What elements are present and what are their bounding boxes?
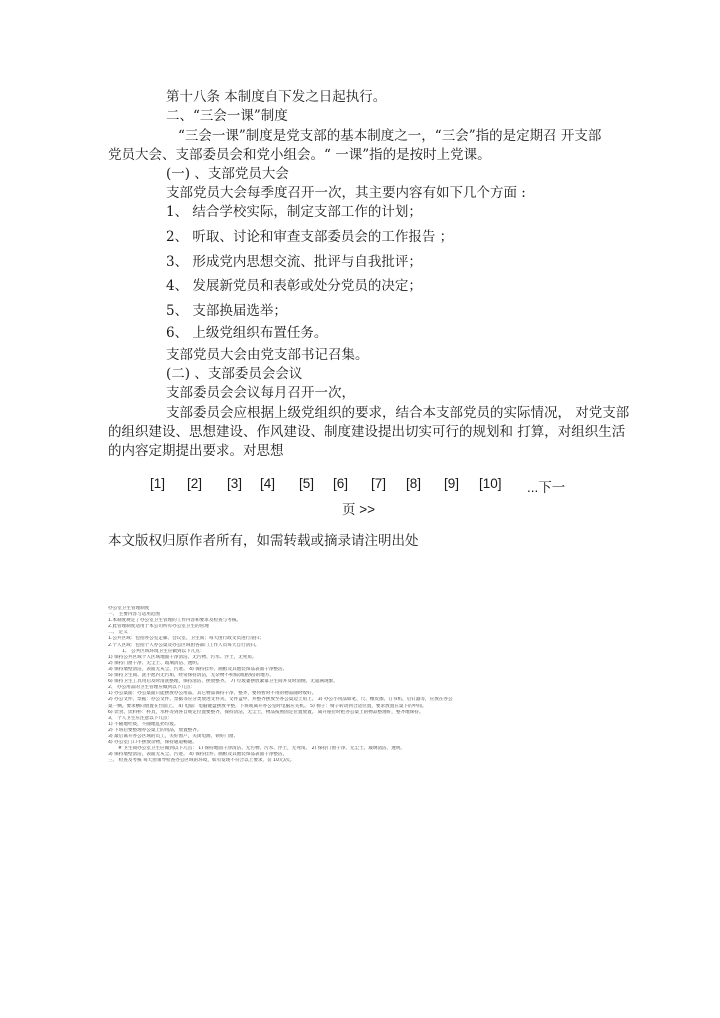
appendix-line: 1、 公共区域环境卫生应做到以下几点： xyxy=(122,648,205,654)
page-link-8[interactable]: [8] xyxy=(406,476,422,491)
appendix-line: 桌一侧。要求横向放置在台面上。 4) 电脑：电脑键盘摆放平整，下班或离开办公室时电脑应关机。 5) 椅子：椅子转动到合适位置，要求放置在桌下的中间。 xyxy=(108,703,427,709)
list-item: 4、 发展新党员和表彰或处分党员的决定； xyxy=(166,278,422,294)
page-link-1[interactable]: [1] xyxy=(150,476,166,491)
copyright-notice: 本文版权归原作者所有，如需转载或摘录请注明出处 xyxy=(108,533,419,549)
appendix-line: 3) 最后离开办公区域的员工，关好窗户，关闭电源，锁好门窗。 xyxy=(108,733,239,739)
appendix-line: 2、 办公用品的卫生管理应做到以下几点： xyxy=(108,685,196,691)
paragraph-line: 支部党员大会每季度召开一次，其主要内容有如下几个方面 : xyxy=(166,185,526,201)
appendix-line: 3、 个人卫生应注意以下几点： xyxy=(108,715,173,721)
page-link-7[interactable]: [7] xyxy=(371,476,387,491)
appendix-line: 6) 保持卫生工具用后及时清洗整理，保持清洁、摆放整齐。 7) 垃圾篓摆放紧靠卫生间并及时清倒，无超满现象。 xyxy=(108,679,338,685)
appendix-line: 2) 保持门窗干净、无尘土、玻璃清洁、透明。 xyxy=(108,660,202,666)
list-item: 6、 上级党组织布置任务。 xyxy=(166,325,328,341)
list-item: 2、 听取、讨论和审查支部委员会的工作报告 ； xyxy=(166,229,454,245)
paragraph-line: 支部党员大会由党支部书记召集。 xyxy=(166,347,369,363)
appendix-line: 6) 饮食、饮料杯：杯具，水杯等到各自规定位置要整齐，保持清洁，无尘土，物品按照固定位置放置。 离开座位时把办公桌上的物品整理好，整齐地保持。 xyxy=(108,709,424,715)
appendix-line: 一、 主要内容与适用范围 xyxy=(108,612,160,618)
appendix-line: 4) 办公室门口不摆放杂物，保持通道畅通。 xyxy=(108,740,197,746)
appendix-line: 5) 保持卫生间、洗手池内无污垢，经常保持清洁，无杂物不积垢(或粘贴)的地方。 xyxy=(108,673,274,679)
appendix-line: 二、 定义 xyxy=(108,630,128,636)
article-18: 第十八条 本制度自下发之日起执行。 xyxy=(166,89,387,105)
paragraph-line: 党员大会、支部委员会和党小组会。“ 一课”指的是按时上党课。 xyxy=(108,147,491,163)
appendix-line: 2) 办公文件、票据：办公文件、票据等应分类放进文件夹、文件盒中，并整齐摆放至办公桌边上角上。 3) 办公小用品如笔、尺、橡皮擦、订书机、启钉器等，应放在办公 xyxy=(108,697,453,703)
page-link-6[interactable]: [6] xyxy=(333,476,349,491)
next-page-link-continued[interactable]: 页 >> xyxy=(342,502,376,517)
appendix-line: 1) 保持公共区域个人区域地面干净清洁、无污物、污水、浮土，无死角。 xyxy=(108,654,257,660)
paragraph-line: 的内容定期提出要求。对思想 xyxy=(108,443,284,459)
page-link-9[interactable]: [9] xyxy=(444,476,460,491)
paragraph-line: “三会一课”制度是党支部的基本制度之一，“三会”指的是定期召 开支部 xyxy=(178,128,602,144)
appendix-line: # 卫生间办公室卫生应做到以下几点： 1) 保持地面干净清洁、无污物、污水、浮土，无死角。 2) 保持门窗干净、无尘土、玻璃清洁、透明。 xyxy=(118,746,406,752)
list-item: 1、 结合学校实际，制定支部工作的计划； xyxy=(166,204,422,220)
appendix-line: 办公室卫生管理制度 xyxy=(108,606,150,611)
next-page-link[interactable]: ...下一 xyxy=(527,480,566,495)
page-link-3[interactable]: [3] xyxy=(227,476,243,491)
appendix-regulation-text xyxy=(108,606,628,764)
page-link-2[interactable]: [2] xyxy=(187,476,203,491)
paragraph-line: 支部委员会应根据上级党组织的要求，结合本支部党员的实际情况， 对党支部 xyxy=(166,405,630,421)
appendix-line: 3) 保持墙壁清洁，表面无灰尘、污迹。 4) 保持挂件、画框及其他装饰品表面干净整洁。 xyxy=(108,666,288,672)
page-link-5[interactable]: [5] xyxy=(299,476,315,491)
paragraph-line: 的组织建设、思想建设、作风建设、制度建设提出切实可行的规划和 打算，对组织生活 xyxy=(108,424,626,440)
appendix-line: 2) 下班后要整理办公桌上的用品，放置整齐。 xyxy=(108,727,202,733)
subsection-heading-general-meeting: (一) 、支部党员大会 xyxy=(166,166,289,182)
appendix-line: 1.公共区域：包括办公室走廊、会议室、卫生间；每天由行政文员进行清扫； xyxy=(108,636,264,642)
appendix-line: 三、 检查及考核 每天由领导检查办公区域的环境，如有发现不符合以上要求，罚 10元/次。 xyxy=(108,758,295,764)
appendix-line: 2.个人区域：包括个人办公桌及办公区域由各部门工作人员每天自行清扫。 xyxy=(108,642,260,648)
list-item: 5、 支部换届选举； xyxy=(166,303,287,319)
list-item: 3、 形成党内思想交流、批评与自我批评； xyxy=(166,254,422,270)
section-heading-three-meetings: 二、“三会一课”制度 xyxy=(166,108,288,124)
subsection-heading-committee-meeting: (二) 、支部委员会会议 xyxy=(166,366,303,382)
appendix-line: 1) 不随地吐痰，不随地乱扔垃圾。 xyxy=(108,721,179,727)
page-link-4[interactable]: [4] xyxy=(260,476,276,491)
paragraph-line: 支部委员会会议每月召开一次， xyxy=(166,385,355,401)
appendix-line: 1) 办公桌面：办公桌面只能摆放办公用品，其它物品保持干净、整齐，要将暂时不用的物品随时收好。 xyxy=(108,691,317,697)
appendix-line: 1.本制度规定了办公室卫生管理的工作内容和要求及检查与考核。 xyxy=(108,618,242,624)
page-link-10[interactable]: [10] xyxy=(479,476,502,491)
appendix-line: 3) 保持墙壁清洁，表面无灰尘、污迹。 4) 保持挂件、画框及其他装饰品表面干净整洁。 xyxy=(108,752,288,758)
appendix-line: 2.此管理制度适用于本公司所有办公室卫生的管理 xyxy=(108,624,209,630)
